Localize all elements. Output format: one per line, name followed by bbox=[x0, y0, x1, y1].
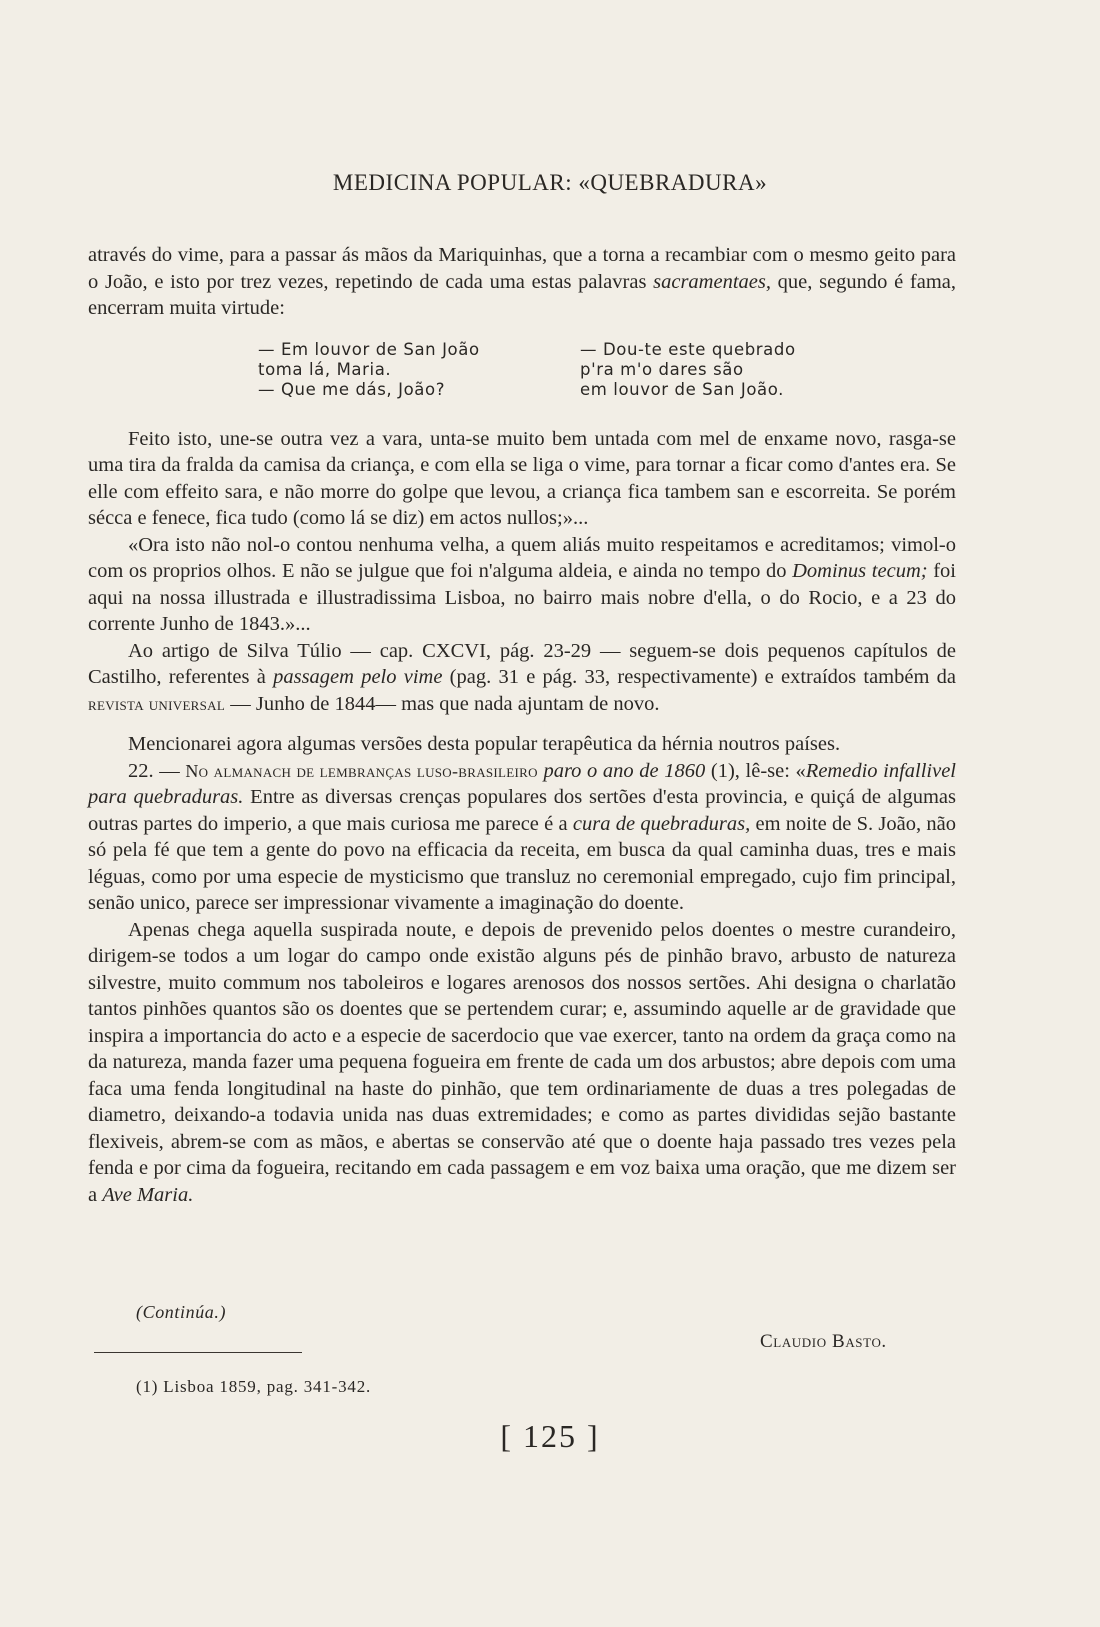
italic-run: Remedio infallivel para quebraduras. bbox=[88, 759, 957, 808]
paragraph-5: Mencionarei agora algumas versões desta popular terapêutica da hérnia noutros países. bbox=[128, 733, 841, 755]
footnote-rule bbox=[94, 1352, 302, 1353]
text-run: (1), lê-se: « bbox=[705, 759, 806, 782]
verse-line: toma lá, Maria. bbox=[258, 360, 392, 379]
paragraph-2: Feito isto, une-se outra vez a vara, unta-se muito bem untada com mel de enxame novo, rasga-se uma tira da fralda da camisa da criança, e com ella se liga o vime, para tornar a ficar como d'antes era. Se elle com effeito sara, e não morre do golpe que levou, a criança fica tambem san e escorreita. Se porém sécca e fenece, fica tudo (como lá se diz) em actos nullos;»... bbox=[88, 427, 956, 529]
paragraph-1 bbox=[88, 242, 956, 322]
page-number: [ 125 ] bbox=[500, 1418, 600, 1454]
text-run: (pag. 31 e pág. 33, respectivamente) e extraídos também da bbox=[442, 666, 956, 688]
small-caps-run: No almanach de lembranças luso-brasileiro bbox=[185, 760, 538, 781]
paragraph-4 bbox=[88, 638, 956, 718]
text-run: foi aqui na nossa illustrada e illustradissima Lisboa, no bairro mais nobre d'ella, o do Rocio, e a 23 do corrente Junho de 1843.»... bbox=[88, 560, 956, 635]
verse-line: em louvor de San João. bbox=[580, 380, 784, 399]
body-text bbox=[88, 242, 956, 1208]
author-signature: Claudio Basto. bbox=[760, 1331, 887, 1352]
italic-run: Dominus tecum; bbox=[792, 560, 928, 582]
small-caps-run: revista universal bbox=[88, 693, 226, 714]
continued-note: (Continúa.) bbox=[136, 1302, 227, 1322]
text-run: 22. — bbox=[128, 759, 186, 782]
text-run: em noite de S. João, não só pela fé que tem a gente do povo na efficacia da receita, em busca da qual caminha duas, tres e mais léguas, como por uma especie de mysticismo que transluz no ceremonial empregado, cujo fim principal, senão unico, parece ser impressionar vivamente a imaginação do doente. bbox=[88, 812, 956, 914]
running-header: MEDICINA POPULAR: «QUEBRADURA» bbox=[332, 170, 768, 195]
italic-run: Ave Maria. bbox=[102, 1183, 194, 1206]
verse-line: p'ra m'o dares são bbox=[580, 360, 744, 379]
paragraph-7 bbox=[88, 917, 956, 1209]
verse-line: — Em louvor de San João bbox=[258, 340, 480, 359]
paragraph-6 bbox=[88, 758, 956, 917]
italic-run: sacramentaes, bbox=[653, 270, 771, 293]
italic-run: paro o ano de 1860 bbox=[543, 759, 706, 782]
text-run: Ao artigo de Silva Túlio — cap. CXCVI, pág. 23-29 — seguem-se dois pequenos capítulos de Castilho, referentes à bbox=[88, 639, 956, 688]
italic-run: passagem pelo vime bbox=[273, 666, 443, 688]
verse-line: — Que me dás, João? bbox=[258, 380, 446, 399]
text-run: — Junho de 1844— mas que nada ajuntam de novo. bbox=[225, 692, 660, 715]
verse-line: — Dou-te este quebrado bbox=[580, 340, 796, 359]
paragraph-3 bbox=[88, 532, 956, 638]
text-run: «Ora isto não nol-o contou nenhuma velha, a quem aliás muito respeitamos e acreditamos; vimol-o com os proprios olhos. E não se julgue que foi n'alguma aldeia, e ainda no tempo do bbox=[88, 533, 956, 582]
text-run: Entre as diversas crenças populares dos sertões d'esta provincia, e quiçá de algumas outras partes do imperio, a que mais curiosa me parece é a bbox=[88, 786, 956, 835]
text-run: que, segundo é fama, encerram muita virtude: bbox=[88, 270, 956, 319]
text-run: através do vime, para a passar ás mãos da Mariquinhas, que a torna a recambiar com o mesmo geito para o João, e isto por trez vezes, repetindo de cada uma estas palavras bbox=[88, 244, 956, 293]
footnote: (1) Lisboa 1859, pag. 341-342. bbox=[136, 1377, 372, 1396]
text-run: Apenas chega aquella suspirada noute, e depois de prevenido pelos doentes o mestre curandeiro, dirigem-se todos a um logar do campo onde existão alguns pés de pinhão bravo, arbusto de natureza silvestre, muito commum nos taboleiros e logares arenosos dos nossos sertões. Ahi designa o charlatão tantos pinhões quantos são os doentes que se pertendem curar; e, assumindo aquelle ar de gravidade que inspira a importancia do acto e a especie de sacerdocio que vae exercer, tanto na ordem da graça como na da natureza, manda fazer uma pequena fogueira em frente de cada um dos arbustos; abre depois com uma faca uma fenda longitudinal na haste do pinhão, que tem ordinariamente de duas a tres polegadas de diametro, deixando-a todavia unida nas duas extremidades; e como as partes divididas sejão bastante flexiveis, abrem-se com as mãos, e abertas se conservão até que o doente haja passado tres vezes pela fenda e por cima da fogueira, recitando em cada passagem e em voz baixa uma oração, que me dizem ser a bbox=[88, 918, 956, 1206]
italic-run: cura de quebraduras, bbox=[572, 812, 751, 835]
